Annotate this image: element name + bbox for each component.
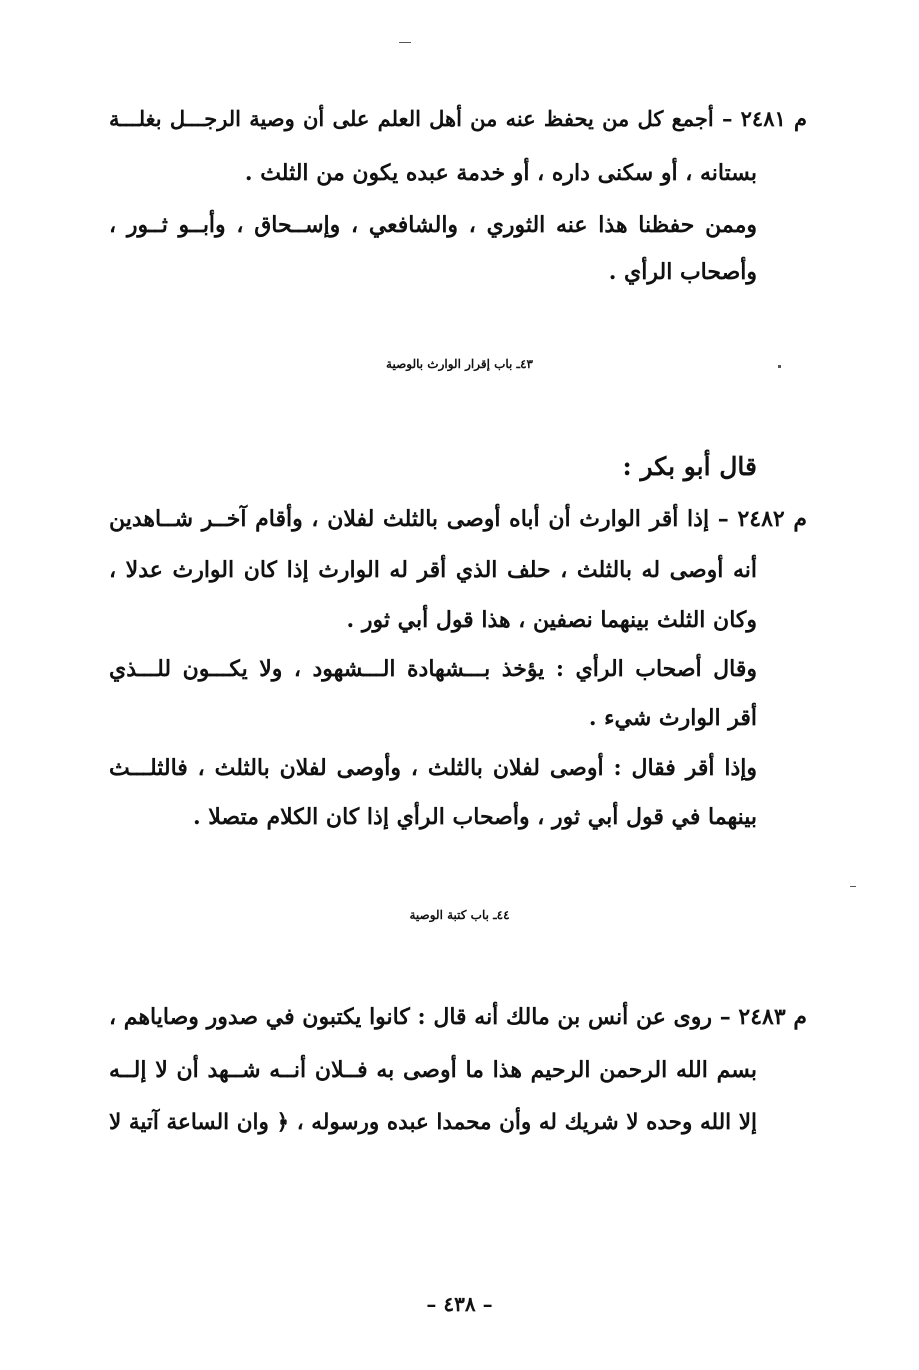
chapter-44-title: ٤٤ـ باب كتبة الوصية xyxy=(409,908,510,922)
masala-2482-line-2: أنه أوصى له بالثلث ، حلف الذي أقر له الوارث إذا كان الوارث عدلا ، xyxy=(109,557,757,583)
scan-speck xyxy=(850,886,856,887)
masala-2482-line-1: م ٢٤٨٢ – إذا أقر الوارث أن أباه أوصى بالثلث لفلان ، وأقام آخــر شــاهدين xyxy=(109,506,808,532)
masala-2481-line-2: بستانه ، أو سكنى داره ، أو خدمة عبده يكون من الثلث . xyxy=(244,160,757,186)
masala-2483-line-1: م ٢٤٨٣ – روى عن أنس بن مالك أنه قال : كانوا يكتبون في صدور وصاياهم ، xyxy=(109,1004,808,1030)
scan-speck xyxy=(778,365,781,368)
page-number: – ٤٣٨ – xyxy=(426,1292,493,1316)
abu-bakr-said: قال أبو بكر : xyxy=(622,452,757,481)
iqrar-line-2: بينهما في قول أبي ثور ، وأصحاب الرأي إذا كان الكلام متصلا . xyxy=(192,804,757,830)
masala-2483-line-3: إلا الله وحده لا شريك له وأن محمدا عبده ورسوله ، ﴿ وان الساعة آتية لا xyxy=(109,1110,757,1135)
masala-2482-line-3: وكان الثلث بينهما نصفين ، هذا قول أبي ثور . xyxy=(346,607,757,633)
chapter-43-title: ٤٣ـ باب إقرار الوارث بالوصية xyxy=(386,357,533,371)
scholars-line-2: وأصحاب الرأي . xyxy=(608,259,757,285)
scan-speck xyxy=(399,42,411,43)
masala-2481-line-1: م ٢٤٨١ – أجمع كل من يحفظ عنه من أهل العلم على أن وصية الرجـــل بغلـــة xyxy=(109,106,807,131)
ashab-alray-line-1: وقال أصحاب الرأي : يؤخذ بـــشهادة الـــشهود ، ولا يكـــون للـــذي xyxy=(109,656,757,682)
scholars-line-1: وممن حفظنا هذا عنه الثوري ، والشافعي ، وإســحاق ، وأبــو ثــور ، xyxy=(109,212,757,238)
ashab-alray-line-2: أقر الوارث شيء . xyxy=(588,705,757,731)
iqrar-line-1: وإذا أقر فقال : أوصى لفلان بالثلث ، وأوصى لفلان بالثلث ، فالثلـــث xyxy=(109,755,757,781)
masala-2483-line-2: بسم الله الرحمن الرحيم هذا ما أوصى به فــلان أنــه شــهد أن لا إلــه xyxy=(109,1057,757,1083)
